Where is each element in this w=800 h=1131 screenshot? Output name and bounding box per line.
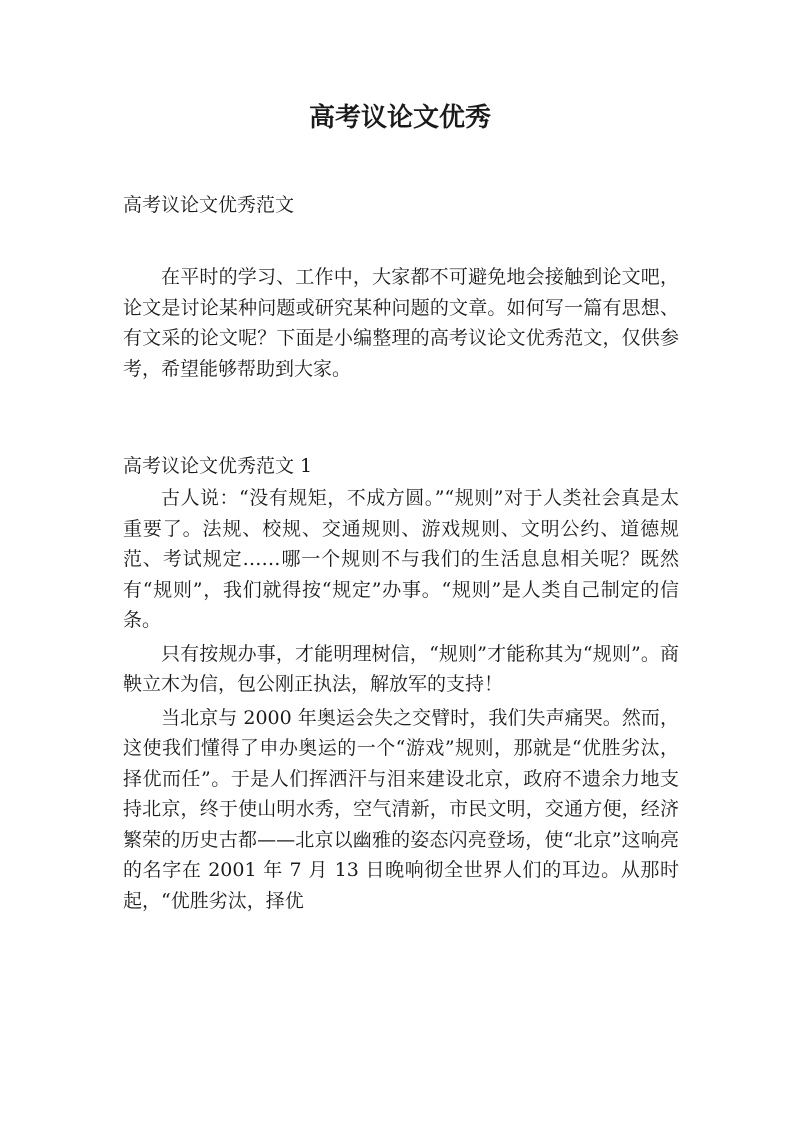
essay-paragraph-2: 只有按规办事，才能明理树信，“规则”才能称其为“规则”。商鞅立木为信，包公刚正执法，解放军的支持！	[123, 642, 679, 695]
essay-paragraph-1: 古人说：“没有规矩，不成方圆。”“规则”对于人类社会真是太重要了。法规、校规、交通规则、游戏规则、文明公约、道德规范、考试规定……哪一个规则不与我们的生活息息相关呢？既然有“规则”，我们就得按“规定”办事。“规则”是人类自己制定的信条。	[123, 487, 679, 631]
section-heading: 高考议论文优秀范文 1	[123, 455, 313, 477]
essay-paragraph-3: 当北京与 2000 年奥运会失之交臂时，我们失声痛哭。然而，这使我们懂得了申办奥运的一个“游戏”规则，那就是“优胜劣汰，择优而任”。于是人们挥洒汗与泪来建设北京，政府不遗余力地支持北京，终于使山明水秀，空气清新，市民文明，交通方便，经济繁荣的历史古都——北京以幽雅的姿态闪亮登场，使“北京”这响亮的名字在 2001 年 7 月 13 日晚响彻全世界人们的耳边。从那时起，“优胜劣汰，择优	[123, 706, 679, 912]
essay-section	[123, 451, 679, 919]
document-subtitle: 高考议论文优秀范文	[123, 194, 295, 216]
intro-paragraph: 在平时的学习、工作中，大家都不可避免地会接触到论文吧，论文是讨论某种问题或研究某种问题的文章。如何写一篇有思想、有文采的论文呢？下面是小编整理的高考议论文优秀范文，仅供参考，希望能够帮助到大家。	[123, 266, 679, 380]
document-title: 高考议论文优秀	[308, 103, 491, 133]
